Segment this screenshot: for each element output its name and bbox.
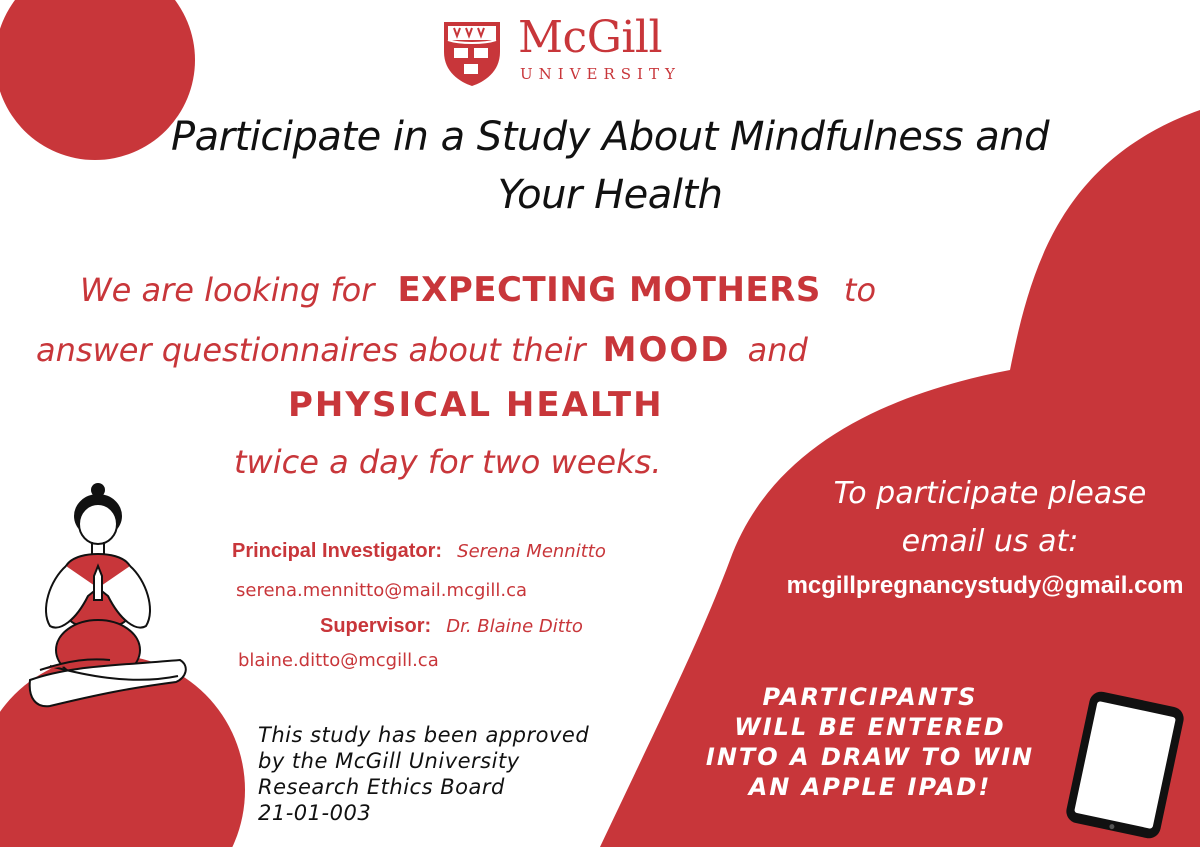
supervisor-label: Supervisor: [320,615,432,637]
supervisor-name: Dr. Blaine Ditto [446,616,583,637]
draw-line-3: INTO A DRAW TO WIN [705,743,1035,771]
approval-line-2: by the McGill University [258,749,520,773]
title-line-2: Your Health [497,172,723,218]
participate-line-2: email us at: [901,524,1079,559]
message-part-2: to [843,271,877,309]
ethics-approval [258,722,658,826]
pi-name: Serena Mennitto [457,541,606,562]
highlight-mood: MOOD [602,330,731,370]
pi-email[interactable]: serena.mennitto@mail.mcgill.ca [236,580,528,601]
draw-line-2: WILL BE ENTERED [734,713,1006,741]
pi-label: Principal Investigator: [232,540,443,562]
highlight-physical-health: PHYSICAL HEALTH [288,385,664,425]
participate-line-1: To participate please [833,476,1147,511]
message-part-5: twice a day for two weeks. [234,443,662,481]
supervisor-email[interactable]: blaine.ditto@mcgill.ca [238,650,439,671]
study-email[interactable]: mcgillpregnancystudy@gmail.com [786,572,1184,599]
message-line-2 [36,330,808,370]
mcgill-logo [440,14,720,92]
approval-line-1: This study has been approved [258,723,590,747]
logo-wordmark: McGill [518,12,663,63]
message-part-1: We are looking for [80,271,375,309]
logo-subtitle: UNIVERSITY [520,65,681,83]
supervisor [320,615,583,638]
draw-line-4: AN APPLE IPAD! [748,773,992,801]
prize-draw [670,682,1070,802]
message-part-3: answer questionnaires about their [36,331,586,369]
message-line-1 [80,270,876,310]
participate-instructions [790,470,1190,566]
message-part-4: and [747,331,808,369]
message-line-3 [288,385,664,425]
page-title [150,108,1070,224]
tablet-icon [1055,690,1195,840]
title-line-1: Participate in a Study About Mindfulness and [171,114,1049,160]
highlight-expecting-mothers: EXPECTING MOTHERS [397,270,821,310]
message-line-4 [234,443,661,481]
mcgill-crest-icon [440,18,504,88]
draw-line-1: PARTICIPANTS [762,683,978,711]
approval-line-3: Research Ethics Board [258,775,505,799]
meditating-pregnant-woman-icon [10,470,200,720]
approval-line-4: 21-01-003 [258,801,372,825]
principal-investigator [232,540,606,563]
